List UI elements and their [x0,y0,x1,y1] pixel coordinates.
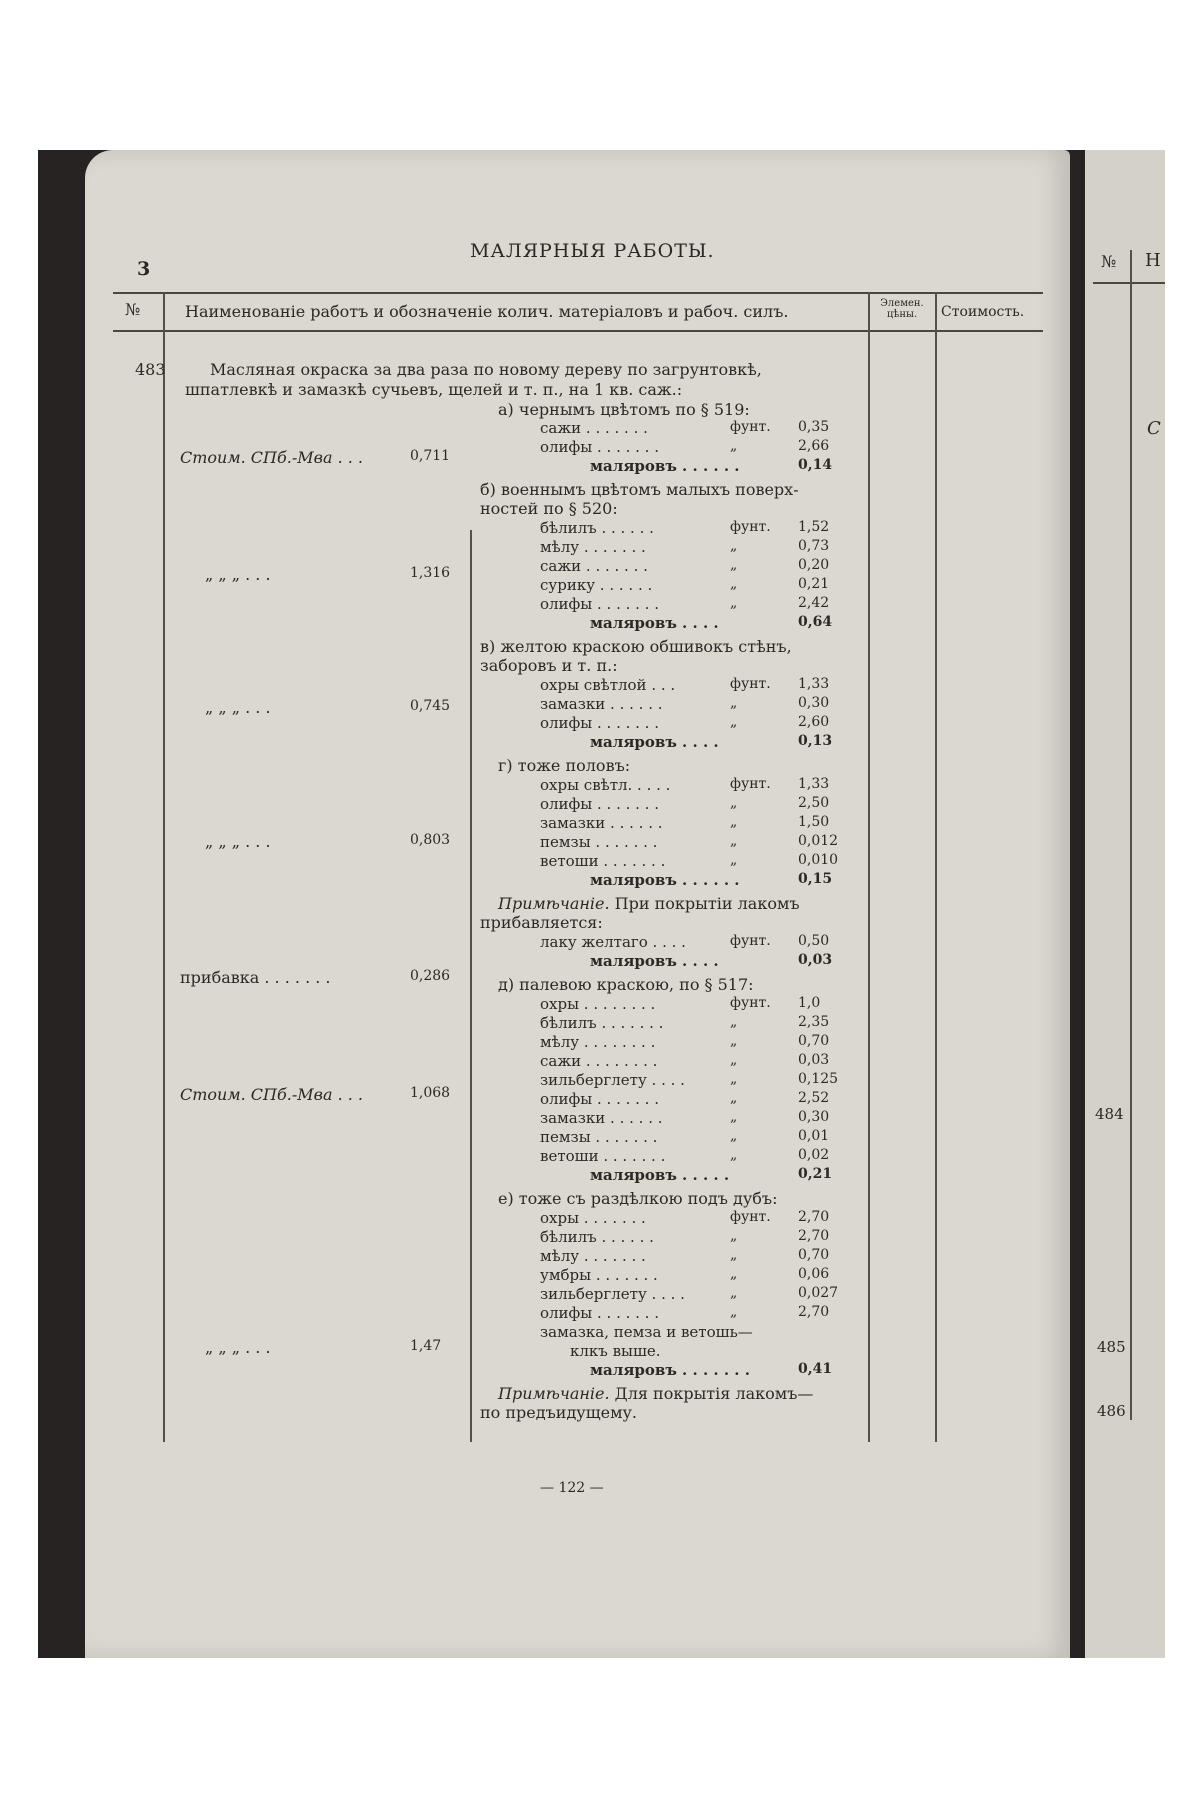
cost-row: „ „ „ . . . 1,316 [205,565,451,584]
subsection-heading-b: б) военнымъ цвѣтомъ малыхъ поверх- [480,480,799,499]
next-column-rule [1130,250,1132,1420]
subsection-heading-b-cont: ностей по § 520: [480,499,618,518]
subsection-heading-g: г) тоже половъ: [498,756,631,775]
materials-column: а) чернымъ цвѣтомъ по § 519: сажи . . . . . . . фунт. 0,35 олифы . . . . . . . „ 2,66 маляровъ . . . . . . 0,14 б) военнымъ цвѣтомъ малыхъ поверх- ностей по § 520: бѣлилъ . . . . . . фунт. 1,52 мѣлу . . . . . . . „ 0,73 сажи . . . . . . . „ 0,20 сурику . . . . . . „ 0,21 олифы . . . . . . . „ 2,42 маляровъ . . . . 0,64 в) желтою краскою обшивокъ стѣнъ, заборовъ и т. п.: охры свѣтлой . . . фунт. 1,33 замазки . . . . . . „ 0,30 олифы . . . . . . . „ 2,60 маляровъ . . . . 0,13 г) тоже половъ: охры свѣтл. . . . . фунт. 1,33 олифы . . . . . . . „ 2,50 замазки . . . . . . „ 1,50 пемзы . . . . . . . „ 0,012 ветоши . . . . . . . „ 0,010 маляровъ . . . . . . 0,15 Примѣчаніе. При покрытіи лакомъ прибавляется: лаку желтаго . . . . фунт. 0,50 маляровъ . . . . 0,03 д) палевою краскою, по § 517: охры . . . . . . . . фунт. 1,0 бѣлилъ . . . . . . . „ 2,35 мѣлу . . . . . . . . „ 0,70 сажи . . . . . . . . „ 0,03 зильберглету . . . . „ 0,125 олифы . . . . . . . „ 2,52 замазки . . . . . . „ 0,30 пемзы . . . . . . . „ 0,01 ветоши . . . . . . . „ 0,02 маляровъ . . . . . 0,21 е) тоже съ раздѣлкою подъ дубъ: охры . . . . . . . фунт. 2,70 бѣлилъ . . . . . . „ 2,70 мѣлу . . . . . . . „ 0,70 умбры . . . . . . . „ 0,06 зильберглету . . . . „ 0,027 олифы . . . . . . . „ 2,70 замазка, пемза и ветошь— клкъ выше. маляровъ . . . . . . . 0,41 Примѣчаніе. Для покрытія лакомъ— по предъидущему. [480,400,839,1422]
next-entry-number: 486 [1097,1402,1126,1420]
cost-row: Стоим. СПб.-Мва . . . 0,711 [180,448,451,467]
running-title: МАЛЯРНЫЯ РАБОТЫ. [470,240,715,262]
cost-row: „ „ „ . . . 1,47 [205,1338,442,1357]
next-header-rule [1093,282,1165,284]
column-rule-cost [935,292,937,1442]
header-rule-top [113,292,1043,294]
subsection-heading-d: д) палевою краскою, по § 517: [498,975,754,994]
note-e-cont: по предъидущему. [480,1403,638,1422]
next-entry-number: 485 [1097,1338,1126,1356]
next-header-num: № [1101,252,1117,271]
next-header-partial: Н [1145,250,1161,271]
entry-heading-line1: Масляная окраска за два раза по новому дереву по загрунтовкѣ, [210,360,762,379]
adjacent-page-edge [1085,150,1165,1658]
entry-number: 483 [135,360,166,379]
header-name: Наименованіе работъ и обозначеніе колич. матеріаловъ и рабоч. силъ. [185,302,789,321]
next-partial-letter: С [1147,418,1161,439]
extra-materials-line-cont: клкъ выше. [570,1342,661,1360]
cost-row: прибавка . . . . . . . 0,286 [180,968,451,987]
book-page [85,150,1070,1658]
section-number: 3 [137,258,151,280]
cost-row: „ „ „ . . . 0,745 [205,698,451,717]
note-g: Примѣчаніе. При покрытіи лакомъ [498,894,800,913]
cost-row: „ „ „ . . . 0,803 [205,832,451,851]
note-g-cont: прибавляется: [480,913,603,932]
entry-heading-line2: шпатлевкѣ и замазкѣ сучьевъ, щелей и т. п., на 1 кв. саж.: [185,380,683,399]
note-e: Примѣчаніе. Для покрытія лакомъ— [498,1384,814,1403]
extra-materials-line: замазка, пемза и ветошь— [540,1323,753,1341]
cost-row: Стоим. СПб.-Мва . . . 1,068 [180,1085,451,1104]
page-folio: — 122 — [540,1480,604,1496]
next-entry-number: 484 [1095,1105,1124,1123]
subsection-heading-v: в) желтою краскою обшивокъ стѣнъ, [480,637,792,656]
header-elem: Элемен. цѣны. [880,298,924,320]
subsection-heading-a: а) чернымъ цвѣтомъ по § 519: [498,400,750,419]
column-rule-middle [470,530,472,1442]
column-rule-num [163,292,165,1442]
header-rule-bottom [113,330,1043,332]
header-cost: Стоимость. [941,304,1025,320]
subsection-heading-v-cont: заборовъ и т. п.: [480,656,618,675]
subsection-heading-e: е) тоже съ раздѣлкою подъ дубъ: [498,1189,778,1208]
header-num: № [125,300,141,319]
column-rule-elem [868,292,870,1442]
